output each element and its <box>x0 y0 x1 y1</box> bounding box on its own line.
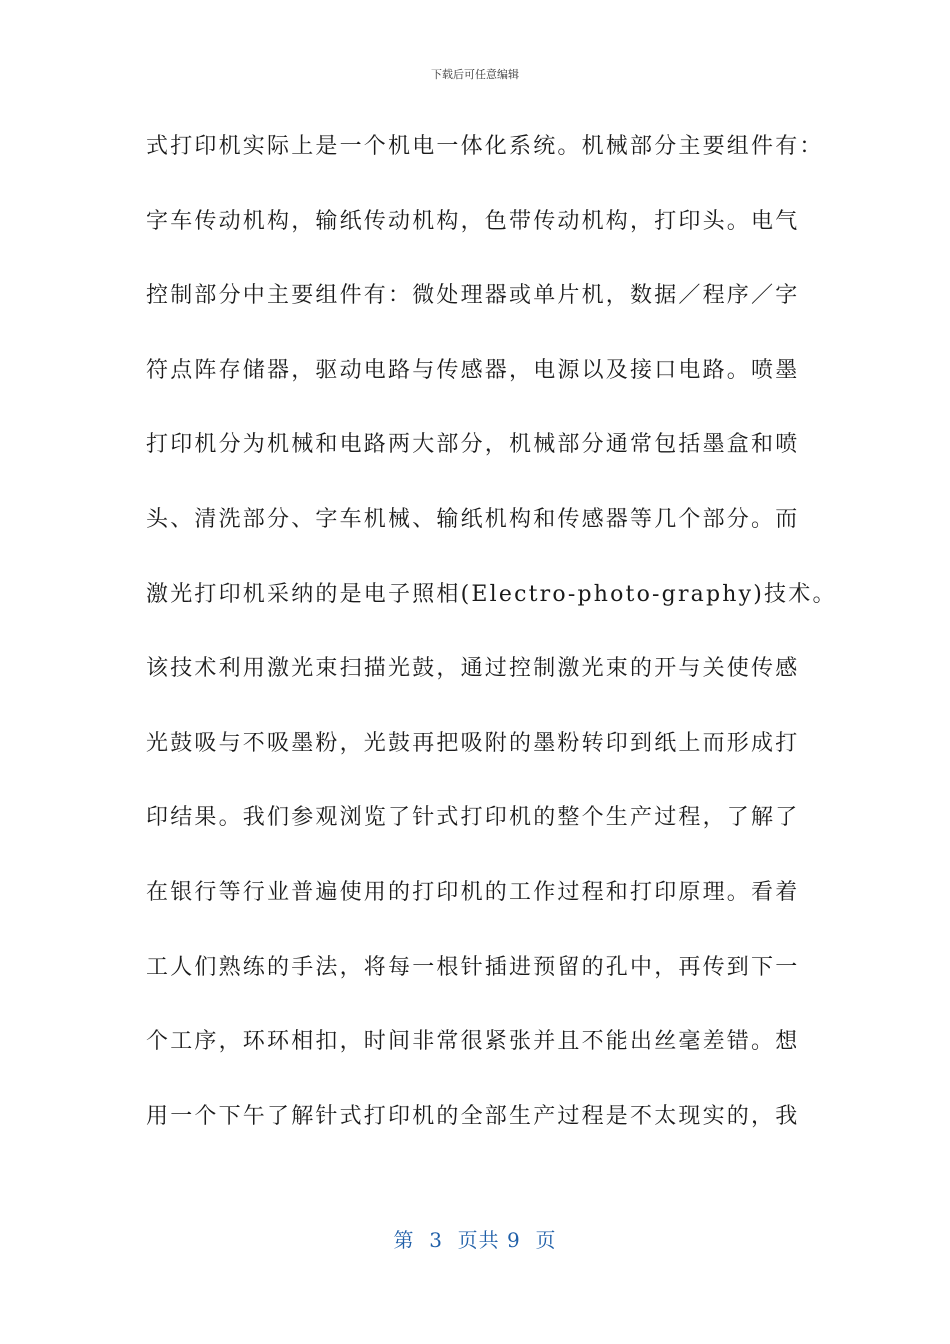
text-line: 符点阵存储器，驱动电路与传感器，电源以及接口电路。喷墨 <box>146 357 800 383</box>
text-line: 工人们熟练的手法，将每一根针插进预留的孔中，再传到下一 <box>146 954 800 980</box>
text-line: 光鼓吸与不吸墨粉，光鼓再把吸附的墨粉转印到纸上而形成打 <box>146 730 800 756</box>
current-page-number: 3 <box>429 1228 443 1252</box>
page-footer <box>0 1224 950 1253</box>
text-line: 打印机分为机械和电路两大部分，机械部分通常包括墨盒和喷 <box>146 432 800 458</box>
page-prefix: 第 <box>393 1228 430 1252</box>
page-middle: 页共 <box>442 1228 508 1252</box>
text-line: 头、清洗部分、字车机械、输纸机构和传感器等几个部分。而 <box>146 506 800 532</box>
text-line: 字车传动机构，输纸传动机构，色带传动机构，打印头。电气 <box>146 208 800 234</box>
text-line: 用一个下午了解针式打印机的全部生产过程是不太现实的，我 <box>146 1103 800 1129</box>
text-line: 激光打印机采纳的是电子照相(Electro-photo-graphy)技术。 <box>146 581 837 607</box>
page-header: 下载后可任意编辑 <box>431 68 519 81</box>
text-line: 式打印机实际上是一个机电一体化系统。机械部分主要组件有： <box>146 134 824 159</box>
text-line: 印结果。我们参观浏览了针式打印机的整个生产过程，了解了 <box>146 805 800 831</box>
text-line: 控制部分中主要组件有：微处理器或单片机，数据／程序／字 <box>146 283 800 309</box>
text-line: 该技术利用激光束扫描光鼓，通过控制激光束的开与关使传感 <box>146 656 800 682</box>
text-line: 个工序，环环相扣，时间非常很紧张并且不能出丝毫差错。想 <box>146 1029 800 1055</box>
page-suffix: 页 <box>520 1228 557 1252</box>
total-pages-number: 9 <box>507 1228 521 1252</box>
text-line: 在银行等行业普遍使用的打印机的工作过程和打印原理。看着 <box>146 879 800 905</box>
document-body <box>146 124 837 1168</box>
